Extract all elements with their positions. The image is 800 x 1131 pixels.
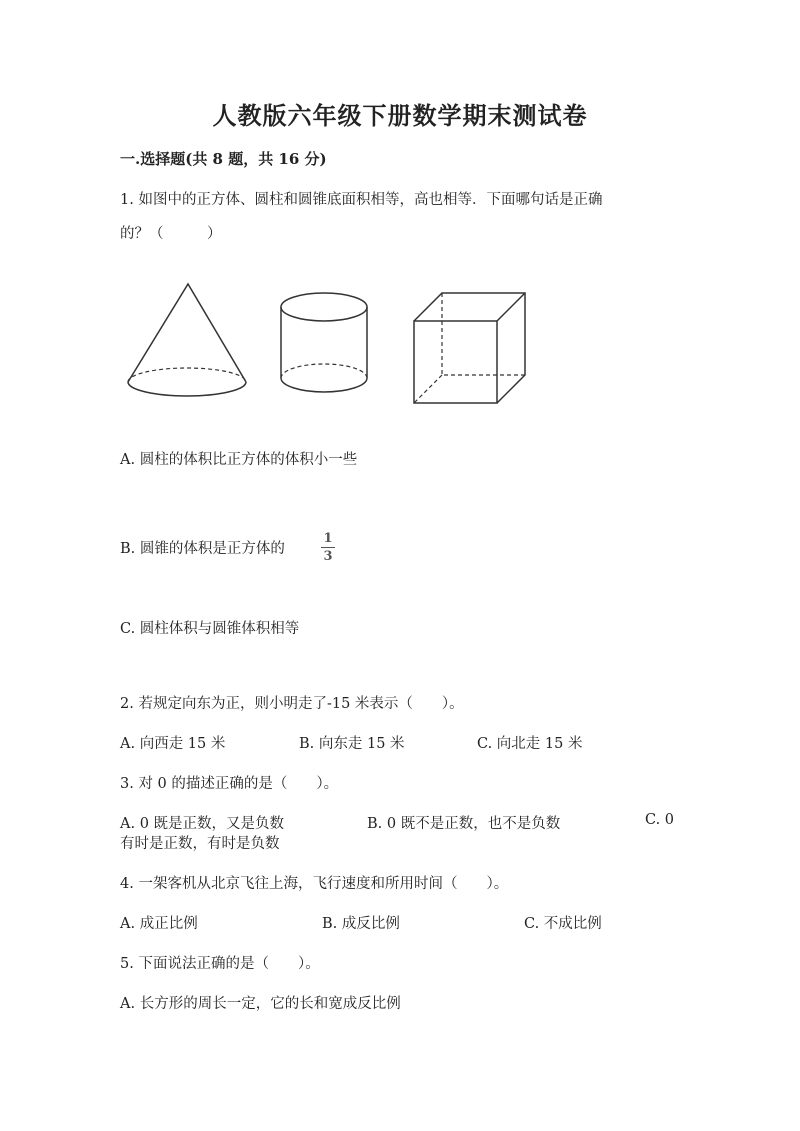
q5-stem: 5. 下面说法正确的是（ ）。 — [120, 956, 320, 972]
fraction-denominator: 3 — [323, 549, 333, 564]
q5-option-a: A. 长方形的周长一定，它的长和宽成反比例 — [120, 996, 401, 1012]
q4-stem: 4. 一架客机从北京飞往上海，飞行速度和所用时间（ ）。 — [120, 876, 509, 892]
q4-option-a: A. 成正比例 — [120, 916, 198, 932]
fraction-numerator: 1 — [323, 531, 333, 546]
fraction-bar — [321, 547, 335, 548]
q1-stem-line1: 1. 如图中的正方体、圆柱和圆锥底面积相等，高也相等．下面哪句话是正确 — [120, 192, 603, 208]
q1-stem-line2: 的？（ ） — [120, 226, 222, 242]
cylinder-icon — [281, 293, 367, 392]
q4-option-c: C. 不成比例 — [524, 916, 602, 932]
cube-icon — [414, 293, 525, 403]
q3-option-c: C. 0 — [645, 812, 675, 828]
section-heading: 一.选择题(共 8 题，共 16 分) — [120, 150, 327, 168]
q2-stem: 2. 若规定向东为正，则小明走了-15 米表示（ ）。 — [120, 696, 464, 712]
cone-icon — [128, 284, 246, 396]
fraction-one-third — [321, 531, 335, 564]
q3-option-a: A. 0 既是正数，又是负数 — [120, 816, 285, 832]
q1-figures — [118, 272, 538, 412]
q3-stem: 3. 对 0 的描述正确的是（ ）。 — [120, 776, 339, 792]
q1-option-c: C. 圆柱体积与圆锥体积相等 — [120, 621, 300, 637]
q4-option-b: B. 成反比例 — [322, 916, 400, 932]
q2-option-b: B. 向东走 15 米 — [299, 736, 405, 752]
page-title: 人教版六年级下册数学期末测试卷 — [212, 101, 588, 130]
q3-option-c-continued: 有时是正数，有时是负数 — [120, 836, 280, 852]
q2-option-c: C. 向北走 15 米 — [477, 736, 583, 752]
q1-option-b: B. 圆锥的体积是正方体的 — [120, 541, 285, 557]
q3-option-b: B. 0 既不是正数，也不是负数 — [367, 816, 561, 832]
q2-option-a: A. 向西走 15 米 — [120, 736, 226, 752]
q1-option-a: A. 圆柱的体积比正方体的体积小一些 — [120, 452, 358, 468]
